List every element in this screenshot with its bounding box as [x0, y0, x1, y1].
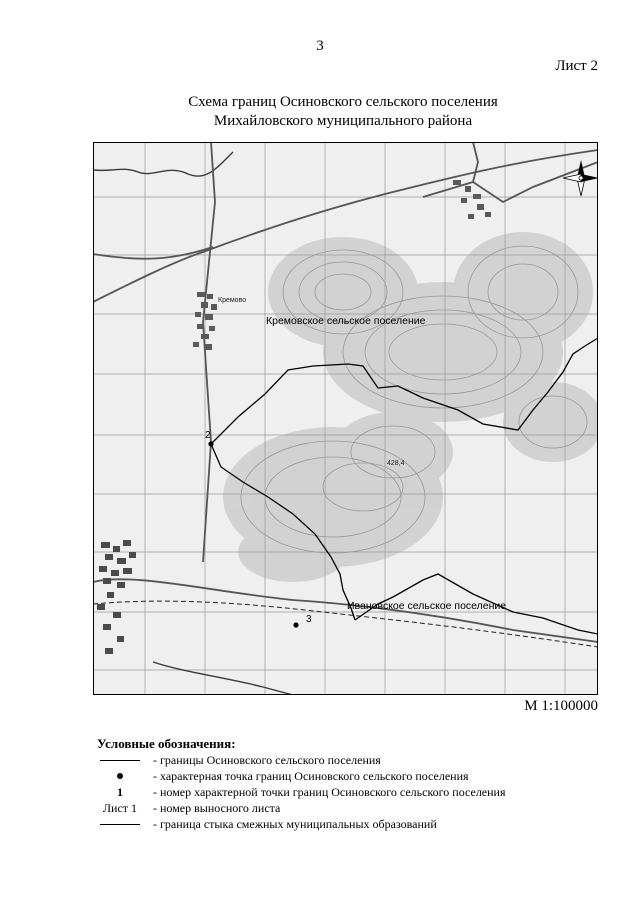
legend-text: - граница стыка смежных муниципальных образований — [153, 816, 437, 831]
legend-row — [97, 752, 567, 768]
sheet-label: Лист 2 — [555, 58, 598, 74]
map-scale: М 1:100000 — [524, 698, 598, 714]
legend-row — [97, 816, 567, 832]
boundary-map — [93, 142, 598, 695]
legend-symbol-sheet: Лист 1 — [102, 800, 138, 815]
boundary-point-2 — [208, 441, 213, 446]
label-height-mark: 428,4 — [387, 460, 405, 467]
label-ivanovo-settlement: Ивановское сельское поселение — [347, 600, 507, 612]
label-point-2: 2 — [205, 430, 211, 441]
legend-title: Условные обозначения: — [97, 736, 236, 751]
legend-text: - номер характерной точки границ Осиновского сельского поселения — [153, 784, 506, 799]
page-number: 3 — [316, 38, 324, 54]
legend-symbol-dot — [97, 773, 143, 779]
legend-symbol-boundary-line — [97, 760, 143, 761]
title-line-2: Михайловского муниципального района — [213, 113, 473, 129]
legend-text: - номер выносного листа — [153, 800, 281, 815]
label-kremovo-village: Кремово — [218, 297, 247, 304]
title-line-1: Схема границ Осиновского сельского поселения — [188, 94, 498, 110]
boundary-point-3 — [293, 622, 298, 627]
legend-row — [97, 800, 567, 816]
page-title — [0, 93, 640, 131]
legend-text: - характерная точка границ Осиновского сельского поселения — [153, 768, 469, 783]
legend — [97, 752, 567, 832]
legend-symbol-number: 1 — [117, 784, 123, 799]
legend-symbol-junction-line — [97, 824, 143, 825]
legend-row — [97, 784, 567, 800]
legend-row — [97, 768, 567, 784]
legend-text: - границы Осиновского сельского поселения — [153, 752, 381, 767]
label-point-3: 3 — [306, 614, 312, 625]
label-kremovo-settlement: Кремовское сельское поселение — [266, 315, 426, 327]
